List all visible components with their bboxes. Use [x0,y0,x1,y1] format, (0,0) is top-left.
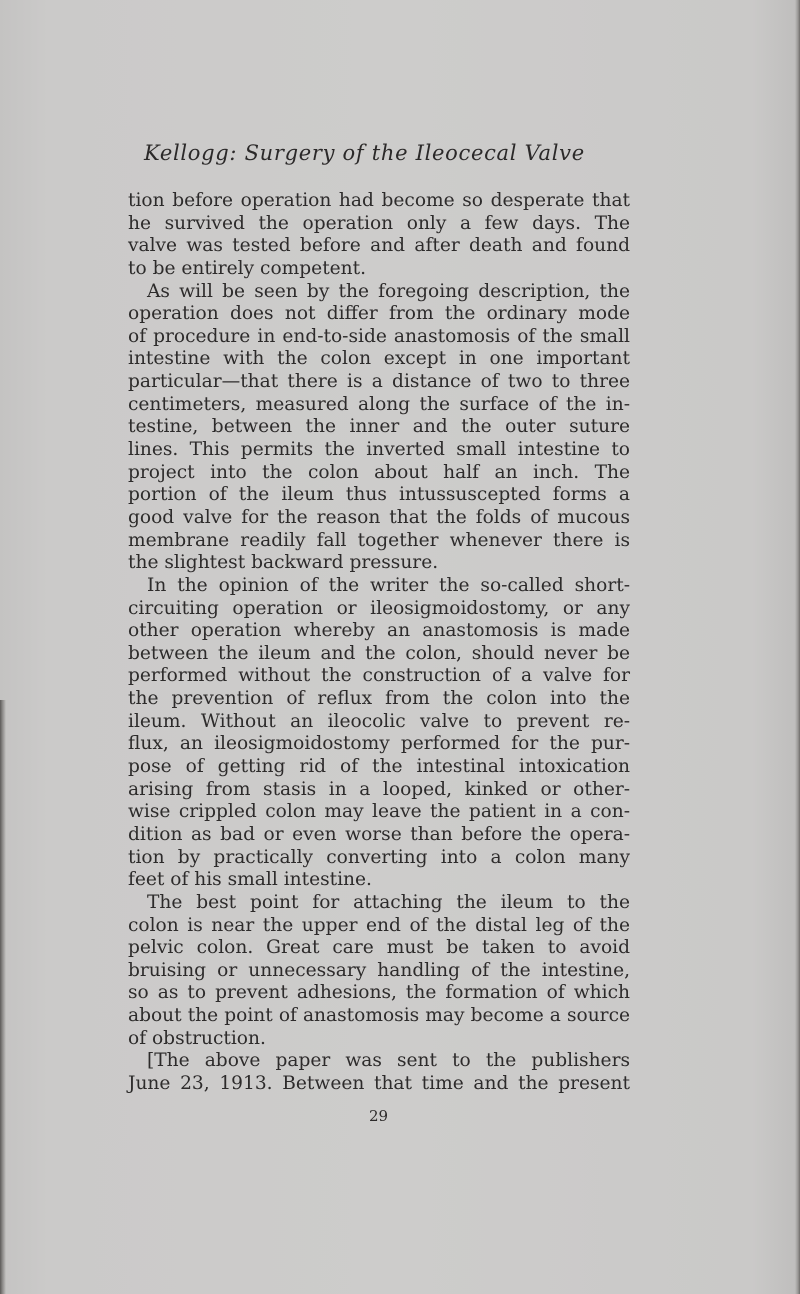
text-line: bruising or unnecessary handling of the intestine, [128,959,630,981]
page-right-edge-shadow [795,0,800,1294]
text-line: pose of getting rid of the intestinal intoxication [128,756,630,778]
text-line: he survived the operation only a few days. The [128,212,630,234]
page-number: 29 [369,1107,389,1125]
text-line: tion by practically converting into a colon many [128,846,630,868]
text-line: performed without the construction of a valve for [128,665,630,687]
text-line: wise crippled colon may leave the patient in a con- [128,801,630,823]
text-line: dition as bad or even worse than before the opera- [128,823,630,845]
text-line: As will be seen by the foregoing description, the [147,280,630,302]
running-header: Kellogg: Surgery of the Ileocecal Valve [144,141,585,165]
text-line: tion before operation had become so desperate that [128,190,630,211]
body-text [128,190,630,1096]
text-line: about the point of anastomosis may become a source [128,1005,630,1027]
text-line: colon is near the upper end of the distal leg of the [128,914,630,936]
text-line: particular—that there is a distance of two to three [128,371,630,393]
text-line: membrane readily fall together whenever there is [128,529,630,551]
text-line: pelvic colon. Great care must be taken to avoid [128,937,630,959]
text-line: the slightest backward pressure. [128,552,439,574]
text-line: of procedure in end-to-side anastomosis of the small [128,325,630,347]
text-line: ileum. Without an ileocolic valve to prevent re- [128,710,630,732]
text-line: arising from stasis in a looped, kinked or other- [128,778,630,800]
text-line: to be entirely competent. [128,257,367,279]
text-line: good valve for the reason that the folds of mucous [128,506,630,528]
text-line: The best point for attaching the ileum to the [147,891,630,913]
text-line: lines. This permits the inverted small intestine to [128,439,630,461]
text-line: In the opinion of the writer the so-called short- [147,574,630,596]
text-line: project into the colon about half an inch. The [128,461,630,483]
text-line: intestine with the colon except in one important [128,348,630,370]
page-left-edge-shadow [0,700,6,1294]
text-line: so as to prevent adhesions, the formation of which [128,982,630,1004]
text-line: the prevention of reflux from the colon into the [128,688,630,710]
text-line: portion of the ileum thus intussuscepted forms a [128,484,630,506]
text-line: June 23, 1913. Between that time and the present [128,1072,630,1094]
text-line: of obstruction. [128,1027,266,1049]
text-line: [The above paper was sent to the publishers [147,1050,630,1072]
text-line: operation does not differ from the ordinary mode [128,303,630,325]
text-line: between the ileum and the colon, should never be [128,642,630,664]
text-line: other operation whereby an anastomosis is made [128,620,630,642]
text-line: flux, an ileosigmoidostomy performed for the pur- [128,733,630,755]
text-line: circuiting operation or ileosigmoidostomy, or any [128,597,630,619]
text-line: testine, between the inner and the outer suture [128,416,630,438]
text-line: centimeters, measured along the surface of the in- [128,393,630,415]
text-line: feet of his small intestine. [128,869,372,891]
text-line: valve was tested before and after death and found [128,235,630,257]
